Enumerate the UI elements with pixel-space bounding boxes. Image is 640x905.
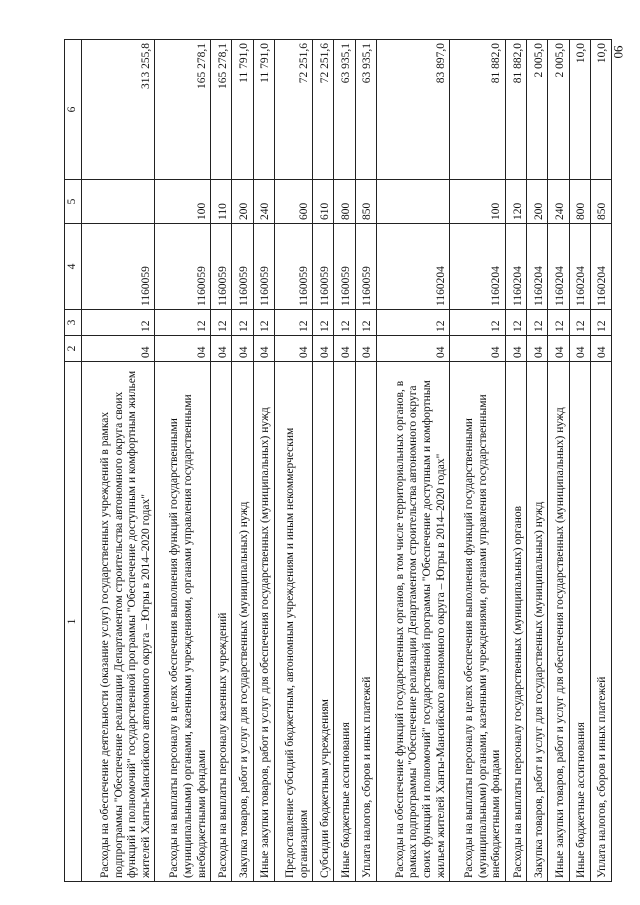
row-value-cell: 04: [211, 336, 232, 362]
row-value-cell: 04: [253, 336, 274, 362]
row-value-cell: 1160204: [569, 224, 590, 310]
row-value-cell: 04: [569, 336, 590, 362]
budget-table: [64, 39, 612, 882]
table-row: [450, 40, 506, 882]
row-value-cell: 12: [232, 310, 253, 336]
page-number: 90: [611, 45, 626, 59]
table-header-row: [65, 40, 82, 882]
row-value-cell: 12: [82, 310, 155, 336]
row-value-cell: 63 935,1: [355, 40, 376, 180]
row-value-cell: 10,0: [590, 40, 611, 180]
row-value-cell: 72 251,6: [274, 40, 313, 180]
row-value-cell: 200: [527, 180, 548, 224]
row-value-cell: 1160059: [334, 224, 355, 310]
row-value-cell: 12: [376, 310, 449, 336]
row-value-cell: 12: [450, 310, 506, 336]
row-value-cell: 04: [232, 336, 253, 362]
row-value-cell: 240: [253, 180, 274, 224]
row-value-cell: 12: [253, 310, 274, 336]
row-value-cell: 1160059: [82, 224, 155, 310]
row-name-cell: Расходы на выплаты персоналу казенных учреждений: [211, 362, 232, 882]
row-name-cell: Уплата налогов, сборов и иных платежей: [590, 362, 611, 882]
row-value-cell: 100: [450, 180, 506, 224]
row-value-cell: 1160204: [527, 224, 548, 310]
table-row: [569, 40, 590, 882]
row-name-cell: Иные бюджетные ассигнования: [569, 362, 590, 882]
header-cell: 5: [65, 180, 82, 224]
row-value-cell: 240: [548, 180, 569, 224]
budget-table-rotated: [64, 40, 612, 882]
row-value-cell: 2 005,0: [548, 40, 569, 180]
row-value-cell: 12: [548, 310, 569, 336]
row-value-cell: 1160059: [232, 224, 253, 310]
row-value-cell: 1160059: [253, 224, 274, 310]
row-name-cell: Закупка товаров, работ и услуг для государственных (муниципальных) нужд: [527, 362, 548, 882]
table-row: [376, 40, 449, 882]
row-name-cell: Иные закупки товаров, работ и услуг для обеспечения государственных (муниципальных) нужд: [253, 362, 274, 882]
row-value-cell: 313 255,8: [82, 40, 155, 180]
row-value-cell: 04: [590, 336, 611, 362]
row-value-cell: 850: [355, 180, 376, 224]
row-value-cell: 1160059: [274, 224, 313, 310]
row-name-cell: Расходы на выплаты персоналу в целях обеспечения выполнения функций государственными (муниципальными) органами, казенными учреждениями, органами управления государственными внебюджетными фондами: [450, 362, 506, 882]
table-row: [355, 40, 376, 882]
row-value-cell: 04: [313, 336, 334, 362]
row-value-cell: 11 791,0: [232, 40, 253, 180]
row-value-cell: 165 278,1: [155, 40, 211, 180]
row-value-cell: 1160059: [211, 224, 232, 310]
table-row: [313, 40, 334, 882]
row-name-cell: Расходы на обеспечение деятельности (оказание услуг) государственных учреждений в рамках подпрограммы "Обеспечение реализации Департаментом строительства автономного округа своих функций и полномочий" государственной программы "Обеспечение доступным и комфортным жильем жителей Ханты-Мансийского автономного округа – Югры в 2014–2020 годах": [82, 362, 155, 882]
row-value-cell: 12: [355, 310, 376, 336]
row-name-cell: Расходы на выплаты персоналу в целях обеспечения выполнения функций государственными (муниципальными) органами, казенными учреждениями, органами управления государственными внебюджетными фондами: [155, 362, 211, 882]
row-value-cell: 12: [313, 310, 334, 336]
row-value-cell: 1160204: [590, 224, 611, 310]
table-row: [334, 40, 355, 882]
table-row: [155, 40, 211, 882]
row-name-cell: Расходы на выплаты персоналу государственных (муниципальных) органов: [505, 362, 526, 882]
row-value-cell: 04: [548, 336, 569, 362]
row-value-cell: 12: [505, 310, 526, 336]
row-value-cell: 04: [505, 336, 526, 362]
row-value-cell: 800: [334, 180, 355, 224]
header-cell: 4: [65, 224, 82, 310]
row-value-cell: 81 882,0: [450, 40, 506, 180]
row-value-cell: 850: [590, 180, 611, 224]
table-row: [232, 40, 253, 882]
row-value-cell: 83 897,0: [376, 40, 449, 180]
table-row: [505, 40, 526, 882]
row-value-cell: 1160059: [155, 224, 211, 310]
row-value-cell: 1160204: [505, 224, 526, 310]
row-value-cell: [82, 180, 155, 224]
row-name-cell: Уплата налогов, сборов и иных платежей: [355, 362, 376, 882]
row-name-cell: Субсидии бюджетным учреждениям: [313, 362, 334, 882]
row-value-cell: 12: [334, 310, 355, 336]
row-value-cell: 04: [376, 336, 449, 362]
row-value-cell: [376, 180, 449, 224]
row-value-cell: 12: [211, 310, 232, 336]
row-value-cell: 63 935,1: [334, 40, 355, 180]
row-value-cell: 04: [82, 336, 155, 362]
row-value-cell: 12: [274, 310, 313, 336]
table-row: [590, 40, 611, 882]
row-value-cell: 11 791,0: [253, 40, 274, 180]
table-row: [253, 40, 274, 882]
row-name-cell: Иные закупки товаров, работ и услуг для обеспечения государственных (муниципальных) нужд: [548, 362, 569, 882]
table-row: [548, 40, 569, 882]
row-value-cell: 610: [313, 180, 334, 224]
row-value-cell: 12: [590, 310, 611, 336]
header-cell: 2: [65, 336, 82, 362]
table-row: [82, 40, 155, 882]
row-value-cell: 1160059: [355, 224, 376, 310]
row-value-cell: 04: [355, 336, 376, 362]
row-value-cell: 120: [505, 180, 526, 224]
header-cell: 3: [65, 310, 82, 336]
row-value-cell: 200: [232, 180, 253, 224]
row-value-cell: 04: [274, 336, 313, 362]
row-value-cell: 600: [274, 180, 313, 224]
row-value-cell: 12: [527, 310, 548, 336]
row-value-cell: 10,0: [569, 40, 590, 180]
row-value-cell: 1160059: [313, 224, 334, 310]
row-value-cell: 04: [334, 336, 355, 362]
row-value-cell: 04: [450, 336, 506, 362]
row-value-cell: 1160204: [450, 224, 506, 310]
row-value-cell: 12: [569, 310, 590, 336]
row-value-cell: 81 882,0: [505, 40, 526, 180]
row-value-cell: 04: [527, 336, 548, 362]
row-name-cell: Иные бюджетные ассигнования: [334, 362, 355, 882]
row-value-cell: 04: [155, 336, 211, 362]
row-value-cell: 800: [569, 180, 590, 224]
header-cell: 6: [65, 40, 82, 180]
table-row: [527, 40, 548, 882]
table-row: [211, 40, 232, 882]
header-cell: 1: [65, 362, 82, 882]
row-value-cell: 100: [155, 180, 211, 224]
row-value-cell: 165 278,1: [211, 40, 232, 180]
row-value-cell: 2 005,0: [527, 40, 548, 180]
row-name-cell: Расходы на обеспечение функций государственных органов, в том числе территориальных органов, в рамках подпрограммы "Обеспечение реализации Департаментом строительства автономного округа своих функций и полномочий" государственной программы "Обеспечение доступным и комфортным жильем жителей Ханты-Мансийского автономного округа – Югры в 2014–2020 годах": [376, 362, 449, 882]
table-row: [274, 40, 313, 882]
row-value-cell: 12: [155, 310, 211, 336]
row-value-cell: 110: [211, 180, 232, 224]
row-value-cell: 1160204: [548, 224, 569, 310]
row-name-cell: Предоставление субсидий бюджетным, автономным учреждениям и иным некоммерческим организациям: [274, 362, 313, 882]
row-name-cell: Закупка товаров, работ и услуг для государственных (муниципальных) нужд: [232, 362, 253, 882]
row-value-cell: 72 251,6: [313, 40, 334, 180]
row-value-cell: 1160204: [376, 224, 449, 310]
